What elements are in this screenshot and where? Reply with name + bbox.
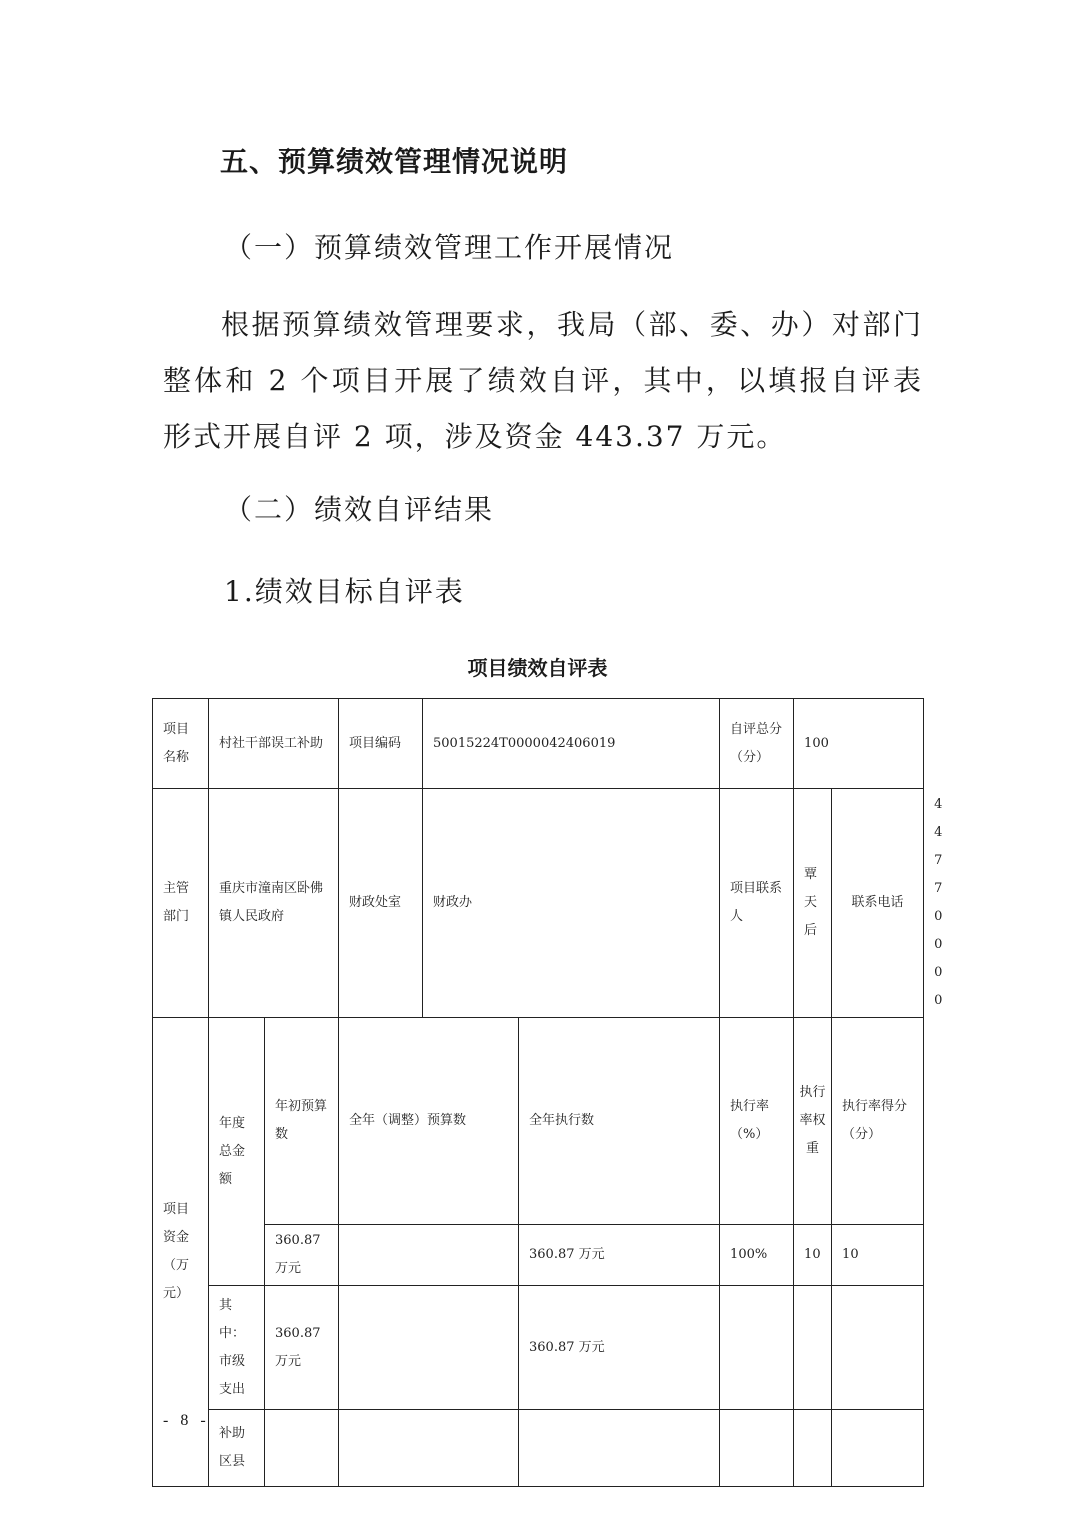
total-rate: 100% (720, 1225, 794, 1286)
adjusted-budget-label: 全年（调整）预算数 (339, 1018, 519, 1225)
execution-label: 全年执行数 (519, 1018, 720, 1225)
exec-score-label: 执行率得分（分） (832, 1018, 924, 1225)
city-execution: 360.87 万元 (519, 1286, 720, 1410)
initial-budget-label: 年初预算数 (265, 1018, 339, 1225)
project-code-label: 项目编码 (339, 699, 423, 789)
dept-label: 主管部门 (153, 789, 209, 1018)
subsection-title-3: 1.绩效目标自评表 (224, 575, 465, 608)
city-adjusted (339, 1286, 519, 1410)
project-code: 50015224T0000042406019 (423, 699, 720, 789)
total-adjusted (339, 1225, 519, 1286)
city-weight (794, 1286, 832, 1410)
table-caption: 项目绩效自评表 (467, 656, 608, 680)
total-weight: 10 (794, 1225, 832, 1286)
body-paragraph: 根据预算绩效管理要求，我局（部、委、办）对部门整体和 2 个项目开展了绩效自评，其中，以填报自评表形式开展自评 2 项，涉及资金 443.37 万元。 (163, 308, 923, 453)
subsidy-label: 补助区县 (209, 1410, 265, 1487)
subsection-title-1: （一）预算绩效管理工作开展情况 (224, 231, 675, 264)
total-score: 10 (832, 1225, 924, 1286)
phone-label: 联系电话 (832, 789, 924, 1018)
subsidy-weight (794, 1410, 832, 1487)
total-execution: 360.87 万元 (519, 1225, 720, 1286)
self-score-label: 自评总分（分） (720, 699, 794, 789)
contact: 覃天后 (794, 789, 832, 1018)
city-initial: 360.87万元 (265, 1286, 339, 1410)
subsidy-rate (720, 1410, 794, 1487)
self-score: 100 (794, 699, 924, 789)
funds-label: 项目资金（万元） (153, 1018, 209, 1487)
finance: 财政办 (423, 789, 720, 1018)
contact-label: 项目联系人 (720, 789, 794, 1018)
exec-rate-label: 执行率（%） (720, 1018, 794, 1225)
total-initial: 360.87万元 (265, 1225, 339, 1286)
annual-total-label: 年度总金额 (209, 1018, 265, 1286)
performance-table: 项目名称 村社干部误工补助 项目编码 50015224T0000042406019 自评总分（分） 100 主管部门 重庆市潼南区卧佛镇人民政府 财政处室 财政办 项目联系人 覃天后 联系电话 44770000 项目资金（万元） 年度总金额 年初预算数 全年（调整）预算数 全年执行数 执行率（%） 执行率权重 执行率得分（分） 360.87万元 360.87 万元 100% 10 10 其中：市级支出 360.87万元 360.87 万元 补助区县 (152, 698, 924, 1487)
city-score (832, 1286, 924, 1410)
city-label: 其中：市级支出 (209, 1286, 265, 1410)
subsidy-execution (519, 1410, 720, 1487)
exec-weight-label: 执行率权重 (794, 1018, 832, 1225)
subsidy-initial (265, 1410, 339, 1487)
section-title: 五、预算绩效管理情况说明 (220, 145, 569, 178)
dept: 重庆市潼南区卧佛镇人民政府 (209, 789, 339, 1018)
city-rate (720, 1286, 794, 1410)
finance-label: 财政处室 (339, 789, 423, 1018)
project-name-label: 项目名称 (153, 699, 209, 789)
project-name: 村社干部误工补助 (209, 699, 339, 789)
subsection-title-2: （二）绩效自评结果 (224, 493, 495, 526)
subsidy-adjusted (339, 1410, 519, 1487)
page-number: - 8 - (163, 1412, 210, 1429)
subsidy-score (832, 1410, 924, 1487)
